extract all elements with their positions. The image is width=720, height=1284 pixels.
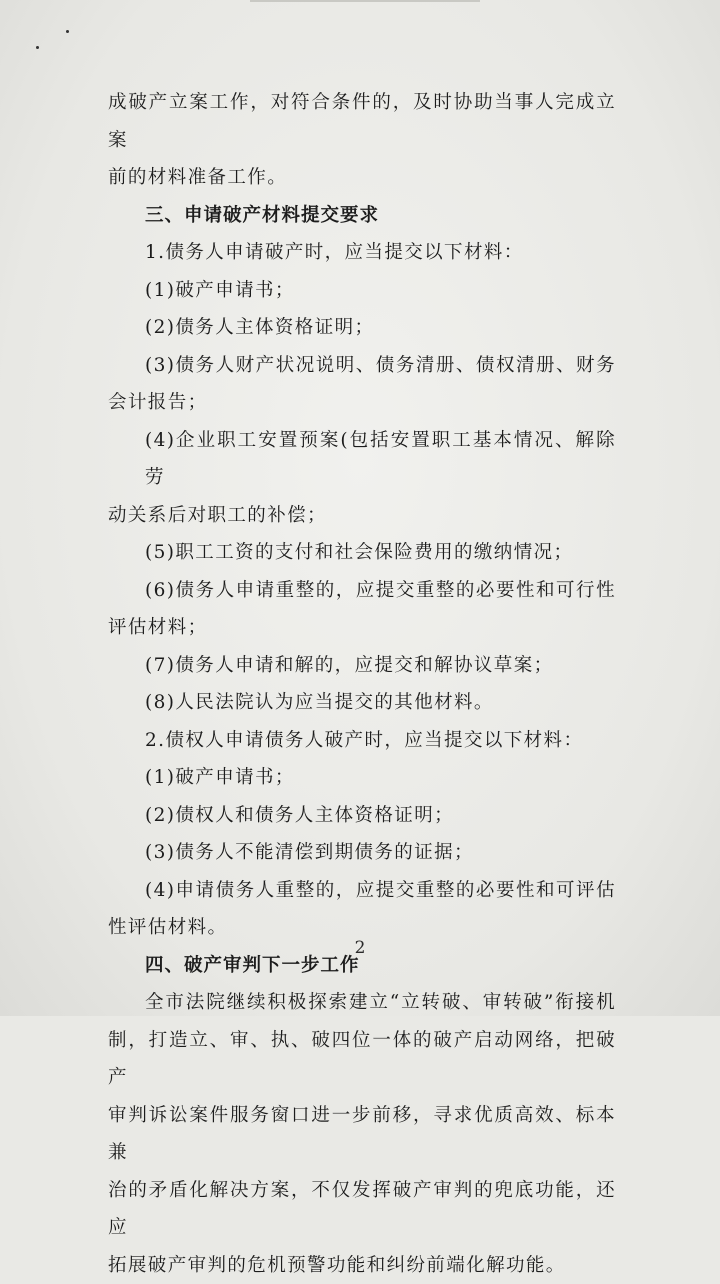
text-line: (3)债务人不能清偿到期债务的证据； bbox=[108, 834, 616, 872]
text-line: 治的矛盾化解决方案，不仅发挥破产审判的兜底功能，还应 bbox=[108, 1172, 616, 1247]
text-line: 全市法院继续积极探索建立“立转破、审转破”衔接机 bbox=[108, 984, 616, 1022]
text-line: (4)申请债务人重整的，应提交重整的必要性和可评估 bbox=[108, 872, 616, 910]
page-number: 2 bbox=[0, 938, 720, 958]
text-line: (2)债务人主体资格证明； bbox=[108, 309, 616, 347]
text-line: (1)破产申请书； bbox=[108, 272, 616, 310]
scan-top-edge bbox=[250, 0, 480, 2]
text-line: (7)债务人申请和解的，应提交和解协议草案； bbox=[108, 647, 616, 685]
text-line: 1.债务人申请破产时，应当提交以下材料： bbox=[108, 234, 616, 272]
scan-speck bbox=[36, 46, 39, 49]
text-line: 2.债权人申请债务人破产时，应当提交以下材料： bbox=[108, 722, 616, 760]
text-line: 动关系后对职工的补偿； bbox=[108, 497, 616, 535]
text-line: (5)职工工资的支付和社会保险费用的缴纳情况； bbox=[108, 534, 616, 572]
text-line: (8)人民法院认为应当提交的其他材料。 bbox=[108, 684, 616, 722]
text-line: 拓展破产审判的危机预警功能和纠纷前端化解功能。 bbox=[108, 1247, 616, 1284]
document-body bbox=[108, 84, 616, 1284]
text-line: 成破产立案工作，对符合条件的，及时协助当事人完成立案 bbox=[108, 84, 616, 159]
text-line: 性评估材料。 bbox=[108, 909, 616, 947]
text-line: 前的材料准备工作。 bbox=[108, 159, 616, 197]
text-line: (2)债权人和债务人主体资格证明； bbox=[108, 797, 616, 835]
text-line: 审判诉讼案件服务窗口进一步前移，寻求优质高效、标本兼 bbox=[108, 1097, 616, 1172]
section-heading: 三、申请破产材料提交要求 bbox=[108, 197, 616, 235]
text-line: 制，打造立、审、执、破四位一体的破产启动网络，把破产 bbox=[108, 1022, 616, 1097]
text-line: 评估材料； bbox=[108, 609, 616, 647]
text-line: 会计报告； bbox=[108, 384, 616, 422]
section-heading: 四、破产审判下一步工作 bbox=[108, 947, 616, 985]
text-line: (4)企业职工安置预案(包括安置职工基本情况、解除劳 bbox=[108, 422, 616, 497]
text-line: (1)破产申请书； bbox=[108, 759, 616, 797]
text-line: (3)债务人财产状况说明、债务清册、债权清册、财务 bbox=[108, 347, 616, 385]
text-line: (6)债务人申请重整的，应提交重整的必要性和可行性 bbox=[108, 572, 616, 610]
scan-speck bbox=[66, 30, 69, 33]
